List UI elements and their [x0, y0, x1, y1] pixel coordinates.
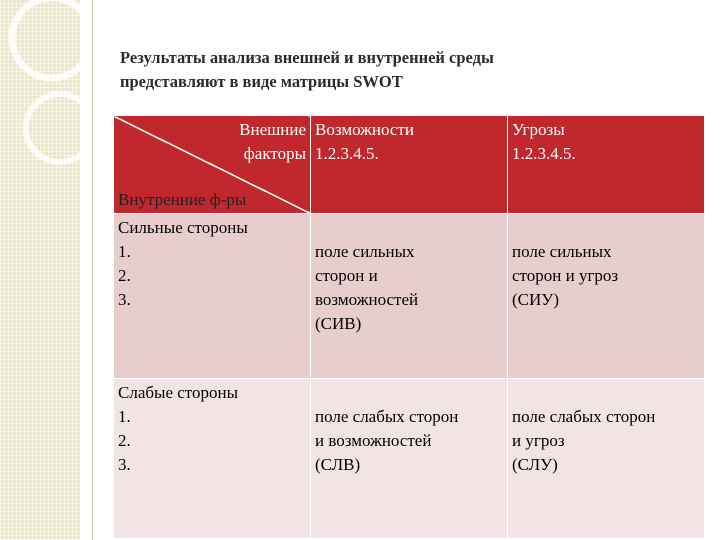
slide-title [120, 46, 680, 94]
swot-matrix-table [113, 115, 705, 539]
slide-title-line-1: Результаты анализа внешней и внутренней среды [120, 48, 494, 67]
external-factors-line-2: факторы [243, 144, 306, 163]
siu-line: сторон и угроз [512, 266, 619, 285]
slv-cell [311, 379, 508, 539]
weaknesses-item: 3. [118, 455, 131, 474]
siv-cell [311, 214, 508, 379]
strengths-label: Сильные стороны [118, 218, 248, 237]
strengths-cell [114, 214, 311, 379]
decorative-circles-graphic [0, 0, 92, 540]
slu-line: и угроз [512, 431, 565, 450]
strengths-item: 1. [118, 242, 131, 261]
slu-line: поле слабых сторон [512, 407, 656, 426]
siv-line: поле сильных [315, 242, 415, 261]
opportunities-label: Возможности [315, 120, 414, 139]
strengths-row [114, 214, 705, 379]
internal-factors-label: Внутренние ф-ры [118, 190, 247, 209]
threats-items: 1.2.3.4.5. [512, 144, 576, 163]
slv-line: и возможностей [315, 431, 432, 450]
weaknesses-item: 1. [118, 407, 131, 426]
threats-label: Угрозы [512, 120, 565, 139]
weaknesses-cell [114, 379, 311, 539]
weaknesses-item: 2. [118, 431, 131, 450]
siu-line: (СИУ) [512, 290, 559, 309]
slv-line: поле слабых сторон [315, 407, 459, 426]
strengths-item: 2. [118, 266, 131, 285]
weaknesses-row [114, 379, 705, 539]
swot-header-row [114, 116, 705, 214]
siu-cell [508, 214, 705, 379]
siv-line: сторон и [315, 266, 378, 285]
siv-line: возможностей [315, 290, 419, 309]
external-factors-label [239, 118, 306, 166]
threats-header-cell [508, 116, 705, 214]
siv-line: (СИВ) [315, 314, 362, 333]
slide-title-line-2: представляют в виде матрицы SWOT [120, 72, 403, 91]
slu-line: (СЛУ) [512, 455, 558, 474]
external-factors-line-1: Внешние [239, 120, 306, 139]
slv-line: (СЛВ) [315, 455, 361, 474]
opportunities-header-cell [311, 116, 508, 214]
slu-cell [508, 379, 705, 539]
siu-line: поле сильных [512, 242, 612, 261]
weaknesses-label: Слабые стороны [118, 383, 239, 402]
strengths-item: 3. [118, 290, 131, 309]
corner-diagonal-cell [114, 116, 311, 214]
decorative-vertical-rule [92, 0, 93, 540]
opportunities-items: 1.2.3.4.5. [315, 144, 379, 163]
